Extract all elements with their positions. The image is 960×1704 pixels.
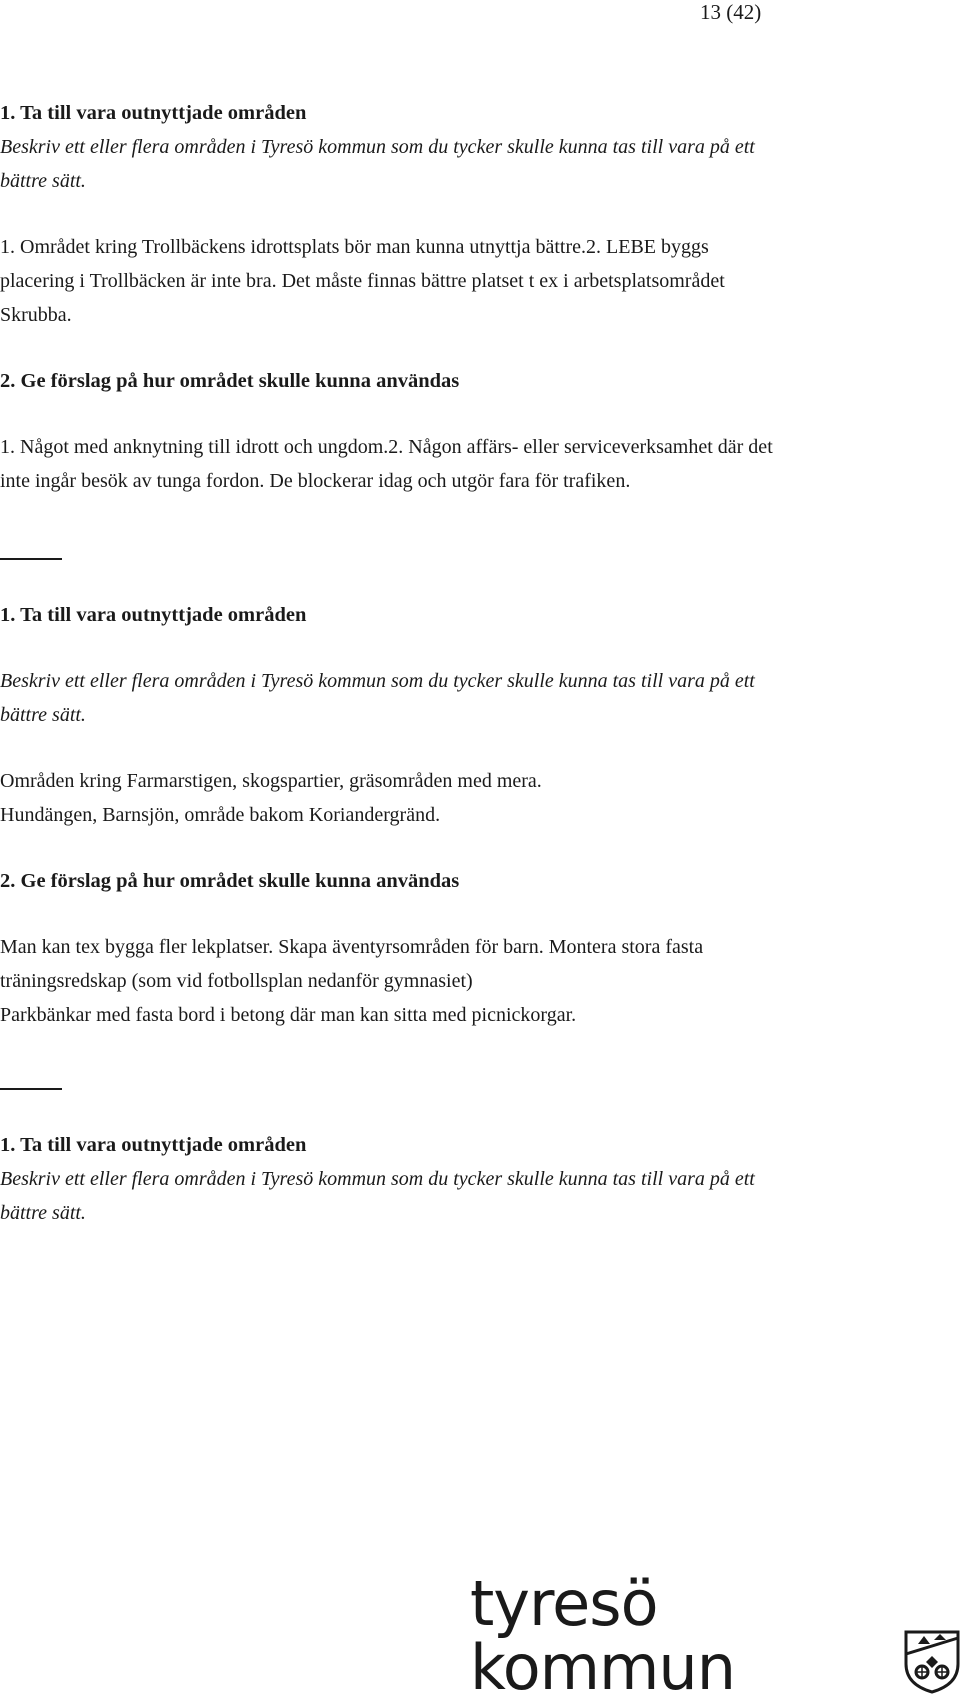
entry-separator: [0, 558, 62, 560]
response-entry-3: [0, 1128, 780, 1230]
question-1-heading: 1. Ta till vara outnyttjade områden: [0, 102, 307, 124]
municipal-coat-of-arms-icon: [904, 1630, 960, 1698]
question-2-answer: 1. Något med anknytning till idrott och ungdom.2. Någon affärs- eller serviceverksamhet där det inte ingår besök av tunga fordon. De blockerar idag och utgör fara för trafiken.: [0, 436, 773, 492]
question-1-prompt: Beskriv ett eller flera områden i Tyresö kommun som du tycker skulle kunna tas till vara på ett bättre sätt.: [0, 1168, 755, 1224]
question-1-prompt: Beskriv ett eller flera områden i Tyresö kommun som du tycker skulle kunna tas till vara på ett bättre sätt.: [0, 136, 755, 192]
entry-separator: [0, 1088, 62, 1090]
document-body: [0, 96, 780, 1230]
question-2-heading: 2. Ge förslag på hur området skulle kunna användas: [0, 370, 460, 392]
question-1-heading: 1. Ta till vara outnyttjade områden: [0, 604, 307, 626]
question-1-answer: 1. Området kring Trollbäckens idrottsplats bör man kunna utnyttja bättre.2. LEBE byggs placering i Trollbäcken är inte bra. Det måste finnas bättre platset t ex i arbetsplatsområdet Skrubba.: [0, 236, 725, 326]
question-1-answer-line: Hundängen, Barnsjön, område bakom Koriandergränd.: [0, 804, 441, 826]
question-1-answer-line: Områden kring Farmarstigen, skogspartier, gräsområden med mera.: [0, 770, 542, 792]
logo-wordmark: tyresö kommun: [470, 1567, 736, 1704]
question-2-heading: 2. Ge förslag på hur området skulle kunna användas: [0, 870, 460, 892]
question-1-heading: 1. Ta till vara outnyttjade områden: [0, 1134, 307, 1156]
response-entry-2: [0, 598, 780, 1032]
question-1-prompt: Beskriv ett eller flera områden i Tyresö kommun som du tycker skulle kunna tas till vara på ett bättre sätt.: [0, 670, 755, 726]
question-2-answer-line: Parkbänkar med fasta bord i betong där man kan sitta med picnickorgar.: [0, 1004, 577, 1026]
question-2-answer-line: Man kan tex bygga fler lekplatser. Skapa äventyrsområden för barn. Montera stora fasta träningsredskap (som vid fotbollsplan nedanför gymnasiet): [0, 936, 704, 992]
page-number: 13 (42): [700, 0, 762, 24]
response-entry-1: [0, 96, 780, 498]
tyreso-kommun-logo: [470, 1567, 960, 1704]
